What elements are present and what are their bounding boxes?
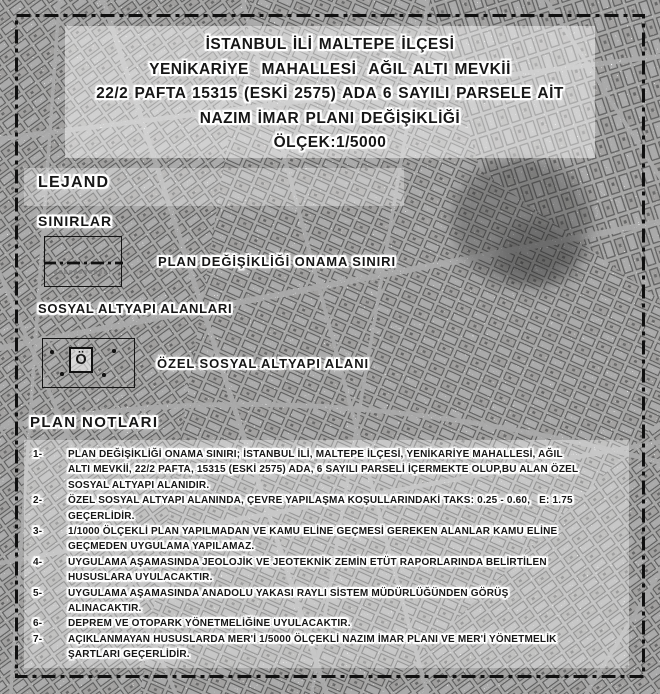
note-line: AÇIKLANMAYAN HUSUSLARDA MER'İ 1/5000 ÖLÇEKLİ NAZIM İMAR PLANI VE MER'İ YÖNETMELİK bbox=[68, 633, 557, 645]
plan-note-row bbox=[33, 555, 633, 586]
note-line: UYGULAMA AŞAMASINDA JEOLOJİK VE JEOTEKNİK ZEMİN ETÜT RAPORLARINDA BELİRTİLEN bbox=[68, 556, 547, 568]
note-number: 3- bbox=[33, 526, 43, 538]
ozel-symbol-dot bbox=[112, 349, 116, 353]
plan-note-row bbox=[33, 616, 633, 631]
title-line-plan-type: NAZIM İMAR PLANI DEĞİŞİKLİĞİ bbox=[199, 109, 461, 127]
note-line: ALTI MEVKİİ, 22/2 PAFTA, 15315 (ESKİ 2575) ADA, 6 SAYILI PARSELİ İÇERMEKTE OLUP,BU ALAN ÖZEL bbox=[68, 464, 579, 476]
boundary-dashdot-line bbox=[45, 237, 123, 288]
note-line: ALINACAKTIR. bbox=[68, 603, 142, 615]
ozel-symbol-box bbox=[42, 338, 135, 388]
note-number: 5- bbox=[33, 587, 43, 599]
title-line-parcel: 22/2 PAFTA 15315 (ESKİ 2575) ADA 6 SAYILI PARSELE AİT bbox=[96, 85, 564, 103]
sosyal-section-heading: SOSYAL ALTYAPI ALANLARI bbox=[38, 301, 233, 316]
note-number: 6- bbox=[33, 618, 43, 630]
plan-note-row bbox=[33, 493, 633, 524]
plan-note-row bbox=[33, 447, 633, 493]
title-block bbox=[0, 33, 660, 156]
note-line: HUSUSLARA UYULACAKTIR. bbox=[68, 572, 213, 584]
note-line: SOSYAL ALTYAPI ALANIDIR. bbox=[68, 479, 210, 491]
ozel-symbol-dot bbox=[102, 373, 106, 377]
ozel-symbol-dot bbox=[60, 372, 64, 376]
boundary-item-label: PLAN DEĞİŞİKLİĞİ ONAMA SINIRI bbox=[158, 254, 396, 269]
note-line: 1/1000 ÖLÇEKLİ PLAN YAPILMADAN VE KAMU ELİNE GEÇMESİ GEREKEN ALANLAR KAMU ELİNE bbox=[68, 526, 558, 538]
boundary-symbol-box bbox=[44, 236, 122, 287]
title-line-scale: ÖLÇEK:1/5000 bbox=[273, 134, 387, 152]
note-line: GEÇERLİDİR. bbox=[68, 510, 135, 522]
note-line: ŞARTLARI GEÇERLİDİR. bbox=[68, 649, 190, 661]
sinirlar-section-heading: SINIRLAR bbox=[38, 213, 113, 229]
note-number: 7- bbox=[33, 633, 43, 645]
plan-note-row bbox=[33, 586, 633, 617]
ozel-item-label: ÖZEL SOSYAL ALTYAPI ALANI bbox=[157, 356, 369, 371]
boundary-symbol-smudge bbox=[54, 270, 110, 274]
title-line-province: İSTANBUL İLİ MALTEPE İLÇESİ bbox=[205, 36, 455, 53]
note-line: ÖZEL SOSYAL ALTYAPI ALANINDA, ÇEVRE YAPILAŞMA KOŞULLARINDAKİ TAKS: 0.25 - 0.60, E: 1.75 bbox=[68, 495, 573, 507]
plan-notes-list bbox=[33, 447, 633, 663]
ozel-symbol-dot bbox=[50, 350, 54, 354]
plan-note-row bbox=[33, 524, 633, 555]
note-line: UYGULAMA AŞAMASINDA ANADOLU YAKASI RAYLI SİSTEM MÜDÜRLÜĞÜNDEN GÖRÜŞ bbox=[68, 587, 509, 599]
plan-note-row bbox=[33, 632, 633, 663]
note-number: 2- bbox=[33, 495, 43, 507]
note-line: DEPREM VE OTOPARK YÖNETMELİĞİNE UYULACAKTIR. bbox=[68, 618, 351, 630]
note-number: 4- bbox=[33, 556, 43, 568]
title-line-district: YENİKARİYE MAHALLESİ AĞIL ALTI MEVKİİ bbox=[149, 60, 511, 78]
ozel-symbol-letter: Ö bbox=[75, 352, 87, 368]
note-line: GEÇMEDEN UYGULAMA YAPILAMAZ. bbox=[68, 541, 255, 553]
note-line: PLAN DEĞİŞİKLİĞİ ONAMA SINIRI; İSTANBUL İLİ, MALTEPE İLÇESİ, YENİKARİYE MAHALLESİ, AĞIL bbox=[68, 449, 563, 460]
legend-heading: LEJAND bbox=[38, 174, 110, 191]
ozel-symbol-square bbox=[69, 347, 93, 373]
plan-notes-heading: PLAN NOTLARI bbox=[30, 414, 159, 431]
note-number: 1- bbox=[33, 449, 43, 460]
